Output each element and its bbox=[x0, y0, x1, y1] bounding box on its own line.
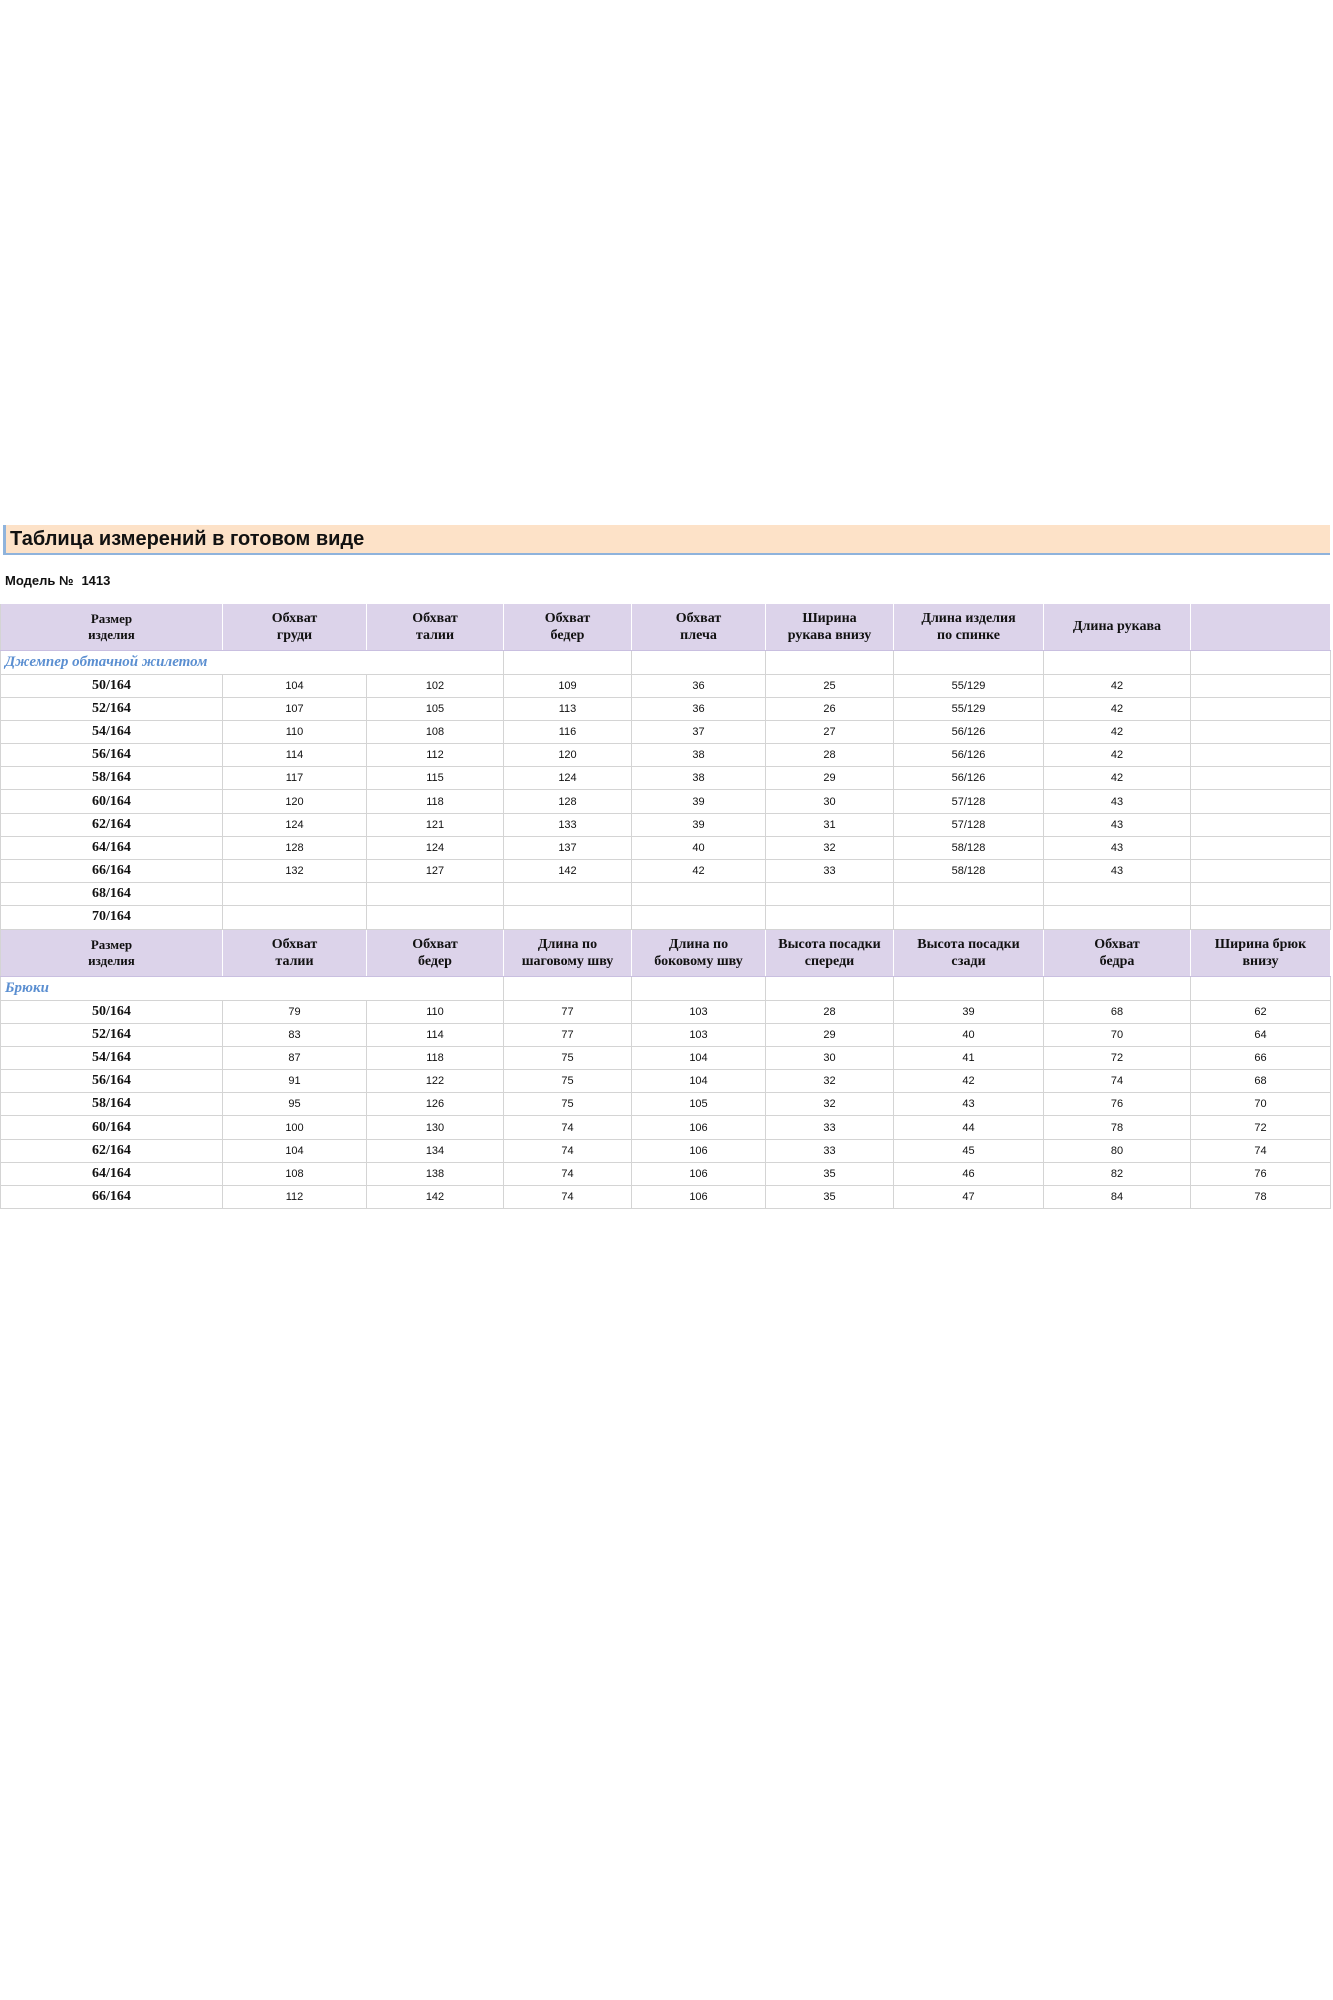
table-row bbox=[1, 1116, 1331, 1139]
value-cell: 117 bbox=[223, 767, 367, 790]
table-row bbox=[1, 860, 1331, 883]
section-title: Брюки bbox=[1, 976, 367, 1000]
value-cell: 30 bbox=[766, 790, 894, 813]
value-cell: 103 bbox=[632, 1000, 766, 1023]
table-row bbox=[1, 790, 1331, 813]
value-cell: 87 bbox=[223, 1046, 367, 1069]
value-cell bbox=[1044, 883, 1191, 906]
table-row bbox=[1, 883, 1331, 906]
value-cell: 120 bbox=[223, 790, 367, 813]
value-cell: 45 bbox=[894, 1139, 1044, 1162]
table-row bbox=[1, 1139, 1331, 1162]
table-row bbox=[1, 767, 1331, 790]
model-number: 1413 bbox=[81, 573, 111, 588]
value-cell: 105 bbox=[632, 1093, 766, 1116]
table-row bbox=[1, 1000, 1331, 1023]
column-header: Длина по боковому шву bbox=[632, 930, 766, 976]
value-cell: 37 bbox=[632, 720, 766, 743]
value-cell: 124 bbox=[367, 836, 504, 859]
value-cell: 58/128 bbox=[894, 860, 1044, 883]
value-cell: 134 bbox=[367, 1139, 504, 1162]
size-cell: 62/164 bbox=[1, 1139, 223, 1162]
value-cell: 105 bbox=[367, 697, 504, 720]
value-cell: 27 bbox=[766, 720, 894, 743]
value-cell: 126 bbox=[367, 1093, 504, 1116]
value-cell bbox=[632, 906, 766, 929]
value-cell: 75 bbox=[504, 1070, 632, 1093]
value-cell bbox=[632, 883, 766, 906]
value-cell: 127 bbox=[367, 860, 504, 883]
size-cell: 64/164 bbox=[1, 836, 223, 859]
value-cell: 79 bbox=[223, 1000, 367, 1023]
value-cell: 118 bbox=[367, 1046, 504, 1069]
value-cell: 112 bbox=[223, 1186, 367, 1209]
value-cell: 108 bbox=[223, 1162, 367, 1185]
header-row bbox=[1, 930, 1331, 976]
value-cell: 47 bbox=[894, 1186, 1044, 1209]
value-cell: 55/129 bbox=[894, 697, 1044, 720]
value-cell: 104 bbox=[223, 674, 367, 697]
value-cell: 42 bbox=[632, 860, 766, 883]
value-cell bbox=[1191, 906, 1331, 929]
value-cell: 42 bbox=[1044, 720, 1191, 743]
value-cell: 110 bbox=[223, 720, 367, 743]
value-cell: 74 bbox=[1044, 1070, 1191, 1093]
value-cell: 103 bbox=[632, 1023, 766, 1046]
value-cell bbox=[223, 883, 367, 906]
value-cell bbox=[766, 883, 894, 906]
table-row bbox=[1, 697, 1331, 720]
section-row bbox=[1, 650, 1331, 674]
value-cell: 106 bbox=[632, 1139, 766, 1162]
value-cell: 42 bbox=[1044, 767, 1191, 790]
table-row bbox=[1, 836, 1331, 859]
column-header: Обхват плеча bbox=[632, 604, 766, 650]
section-row bbox=[1, 976, 1331, 1000]
value-cell: 40 bbox=[894, 1023, 1044, 1046]
column-header: Ширина брюк внизу bbox=[1191, 930, 1331, 976]
empty-cell bbox=[367, 976, 504, 1000]
empty-cell bbox=[632, 650, 766, 674]
table-row bbox=[1, 1186, 1331, 1209]
value-cell: 28 bbox=[766, 1000, 894, 1023]
column-header: Размер изделия bbox=[1, 604, 223, 650]
value-cell: 30 bbox=[766, 1046, 894, 1069]
header-row bbox=[1, 604, 1331, 650]
table-row bbox=[1, 906, 1331, 929]
value-cell bbox=[367, 883, 504, 906]
value-cell: 142 bbox=[367, 1186, 504, 1209]
section-title: Джемпер обтачной жилетом bbox=[1, 650, 367, 674]
value-cell: 109 bbox=[504, 674, 632, 697]
model-label: Модель № bbox=[5, 573, 74, 588]
size-cell: 56/164 bbox=[1, 1070, 223, 1093]
value-cell: 33 bbox=[766, 1116, 894, 1139]
value-cell: 113 bbox=[504, 697, 632, 720]
column-header: Длина изделия по спинке bbox=[894, 604, 1044, 650]
value-cell bbox=[504, 883, 632, 906]
value-cell bbox=[223, 906, 367, 929]
value-cell: 43 bbox=[1044, 860, 1191, 883]
value-cell bbox=[1044, 906, 1191, 929]
value-cell: 43 bbox=[894, 1093, 1044, 1116]
trousers-measurement-table bbox=[0, 930, 1331, 1209]
empty-cell bbox=[894, 650, 1044, 674]
value-cell: 43 bbox=[1044, 836, 1191, 859]
value-cell: 116 bbox=[504, 720, 632, 743]
value-cell: 38 bbox=[632, 744, 766, 767]
value-cell: 55/129 bbox=[894, 674, 1044, 697]
value-cell bbox=[1191, 674, 1331, 697]
table-row bbox=[1, 674, 1331, 697]
value-cell: 77 bbox=[504, 1000, 632, 1023]
value-cell: 106 bbox=[632, 1116, 766, 1139]
value-cell: 72 bbox=[1044, 1046, 1191, 1069]
value-cell: 43 bbox=[1044, 813, 1191, 836]
value-cell: 100 bbox=[223, 1116, 367, 1139]
value-cell: 124 bbox=[223, 813, 367, 836]
value-cell: 106 bbox=[632, 1186, 766, 1209]
value-cell: 39 bbox=[894, 1000, 1044, 1023]
size-cell: 60/164 bbox=[1, 790, 223, 813]
value-cell bbox=[504, 906, 632, 929]
table-row bbox=[1, 1162, 1331, 1185]
value-cell bbox=[766, 906, 894, 929]
value-cell: 26 bbox=[766, 697, 894, 720]
value-cell: 44 bbox=[894, 1116, 1044, 1139]
value-cell: 25 bbox=[766, 674, 894, 697]
value-cell: 35 bbox=[766, 1162, 894, 1185]
value-cell: 133 bbox=[504, 813, 632, 836]
value-cell: 108 bbox=[367, 720, 504, 743]
column-header: Размер изделия bbox=[1, 930, 223, 976]
value-cell: 39 bbox=[632, 813, 766, 836]
title-bar bbox=[3, 525, 1330, 555]
size-cell: 52/164 bbox=[1, 697, 223, 720]
size-cell: 70/164 bbox=[1, 906, 223, 929]
value-cell bbox=[367, 906, 504, 929]
value-cell: 121 bbox=[367, 813, 504, 836]
value-cell: 36 bbox=[632, 697, 766, 720]
empty-cell bbox=[1191, 650, 1331, 674]
value-cell: 104 bbox=[223, 1139, 367, 1162]
value-cell: 72 bbox=[1191, 1116, 1331, 1139]
size-cell: 54/164 bbox=[1, 1046, 223, 1069]
sheet-title: Таблица измерений в готовом виде bbox=[10, 528, 365, 550]
value-cell: 66 bbox=[1191, 1046, 1331, 1069]
value-cell: 114 bbox=[223, 744, 367, 767]
value-cell: 31 bbox=[766, 813, 894, 836]
value-cell bbox=[1191, 813, 1331, 836]
value-cell: 32 bbox=[766, 1070, 894, 1093]
size-cell: 54/164 bbox=[1, 720, 223, 743]
table-row bbox=[1, 720, 1331, 743]
value-cell: 68 bbox=[1044, 1000, 1191, 1023]
value-cell: 102 bbox=[367, 674, 504, 697]
value-cell: 64 bbox=[1191, 1023, 1331, 1046]
value-cell: 56/126 bbox=[894, 767, 1044, 790]
value-cell: 112 bbox=[367, 744, 504, 767]
value-cell: 32 bbox=[766, 1093, 894, 1116]
value-cell: 46 bbox=[894, 1162, 1044, 1185]
empty-cell bbox=[632, 976, 766, 1000]
value-cell bbox=[1191, 836, 1331, 859]
empty-cell bbox=[894, 976, 1044, 1000]
empty-cell bbox=[367, 650, 504, 674]
column-header bbox=[1191, 604, 1331, 650]
value-cell: 29 bbox=[766, 767, 894, 790]
size-cell: 56/164 bbox=[1, 744, 223, 767]
value-cell: 142 bbox=[504, 860, 632, 883]
value-cell: 56/126 bbox=[894, 744, 1044, 767]
column-header: Обхват бедра bbox=[1044, 930, 1191, 976]
value-cell: 43 bbox=[1044, 790, 1191, 813]
value-cell: 118 bbox=[367, 790, 504, 813]
empty-cell bbox=[766, 650, 894, 674]
value-cell: 28 bbox=[766, 744, 894, 767]
column-header: Ширина рукава внизу bbox=[766, 604, 894, 650]
value-cell bbox=[1191, 697, 1331, 720]
empty-cell bbox=[1044, 976, 1191, 1000]
column-header: Обхват груди bbox=[223, 604, 367, 650]
value-cell: 57/128 bbox=[894, 790, 1044, 813]
value-cell bbox=[1191, 720, 1331, 743]
empty-cell bbox=[1044, 650, 1191, 674]
value-cell: 62 bbox=[1191, 1000, 1331, 1023]
size-cell: 68/164 bbox=[1, 883, 223, 906]
value-cell: 57/128 bbox=[894, 813, 1044, 836]
value-cell bbox=[1191, 860, 1331, 883]
column-header: Обхват талии bbox=[223, 930, 367, 976]
value-cell: 74 bbox=[504, 1186, 632, 1209]
value-cell: 82 bbox=[1044, 1162, 1191, 1185]
value-cell: 80 bbox=[1044, 1139, 1191, 1162]
value-cell: 33 bbox=[766, 860, 894, 883]
value-cell: 42 bbox=[1044, 697, 1191, 720]
value-cell: 104 bbox=[632, 1046, 766, 1069]
value-cell: 137 bbox=[504, 836, 632, 859]
value-cell: 74 bbox=[504, 1139, 632, 1162]
value-cell bbox=[1191, 790, 1331, 813]
value-cell bbox=[894, 883, 1044, 906]
value-cell: 56/126 bbox=[894, 720, 1044, 743]
table-row bbox=[1, 1070, 1331, 1093]
column-header: Длина рукава bbox=[1044, 604, 1191, 650]
column-header: Обхват бедер bbox=[367, 930, 504, 976]
value-cell: 91 bbox=[223, 1070, 367, 1093]
table-row bbox=[1, 1023, 1331, 1046]
value-cell: 107 bbox=[223, 697, 367, 720]
size-cell: 52/164 bbox=[1, 1023, 223, 1046]
value-cell: 68 bbox=[1191, 1070, 1331, 1093]
value-cell: 74 bbox=[1191, 1139, 1331, 1162]
value-cell: 95 bbox=[223, 1093, 367, 1116]
value-cell: 110 bbox=[367, 1000, 504, 1023]
column-header: Высота посадки сзади bbox=[894, 930, 1044, 976]
size-cell: 58/164 bbox=[1, 767, 223, 790]
value-cell: 76 bbox=[1191, 1162, 1331, 1185]
value-cell: 120 bbox=[504, 744, 632, 767]
value-cell: 74 bbox=[504, 1162, 632, 1185]
size-cell: 64/164 bbox=[1, 1162, 223, 1185]
jumper-table-body bbox=[1, 604, 1331, 929]
value-cell: 33 bbox=[766, 1139, 894, 1162]
value-cell: 106 bbox=[632, 1162, 766, 1185]
value-cell: 32 bbox=[766, 836, 894, 859]
empty-cell bbox=[504, 650, 632, 674]
value-cell bbox=[1191, 744, 1331, 767]
size-cell: 50/164 bbox=[1, 674, 223, 697]
jumper-measurement-table bbox=[0, 604, 1331, 930]
column-header: Обхват талии bbox=[367, 604, 504, 650]
value-cell: 70 bbox=[1044, 1023, 1191, 1046]
value-cell: 76 bbox=[1044, 1093, 1191, 1116]
value-cell bbox=[894, 906, 1044, 929]
value-cell: 38 bbox=[632, 767, 766, 790]
value-cell: 29 bbox=[766, 1023, 894, 1046]
value-cell: 138 bbox=[367, 1162, 504, 1185]
size-cell: 50/164 bbox=[1, 1000, 223, 1023]
value-cell: 74 bbox=[504, 1116, 632, 1139]
empty-cell bbox=[504, 976, 632, 1000]
value-cell: 42 bbox=[894, 1070, 1044, 1093]
column-header: Обхват бедер bbox=[504, 604, 632, 650]
value-cell: 70 bbox=[1191, 1093, 1331, 1116]
value-cell: 39 bbox=[632, 790, 766, 813]
value-cell: 130 bbox=[367, 1116, 504, 1139]
column-header: Высота посадки спереди bbox=[766, 930, 894, 976]
empty-cell bbox=[766, 976, 894, 1000]
table-row bbox=[1, 1046, 1331, 1069]
model-line bbox=[5, 573, 110, 588]
value-cell: 75 bbox=[504, 1046, 632, 1069]
value-cell: 78 bbox=[1191, 1186, 1331, 1209]
table-row bbox=[1, 1093, 1331, 1116]
size-cell: 60/164 bbox=[1, 1116, 223, 1139]
value-cell: 104 bbox=[632, 1070, 766, 1093]
value-cell: 122 bbox=[367, 1070, 504, 1093]
value-cell: 75 bbox=[504, 1093, 632, 1116]
size-cell: 62/164 bbox=[1, 813, 223, 836]
value-cell bbox=[1191, 767, 1331, 790]
value-cell: 77 bbox=[504, 1023, 632, 1046]
value-cell: 115 bbox=[367, 767, 504, 790]
table-row bbox=[1, 813, 1331, 836]
value-cell: 114 bbox=[367, 1023, 504, 1046]
value-cell: 128 bbox=[504, 790, 632, 813]
trousers-table-body bbox=[1, 930, 1331, 1209]
value-cell: 132 bbox=[223, 860, 367, 883]
table-row bbox=[1, 744, 1331, 767]
value-cell: 58/128 bbox=[894, 836, 1044, 859]
value-cell: 40 bbox=[632, 836, 766, 859]
value-cell: 128 bbox=[223, 836, 367, 859]
value-cell: 83 bbox=[223, 1023, 367, 1046]
value-cell: 42 bbox=[1044, 744, 1191, 767]
size-cell: 66/164 bbox=[1, 1186, 223, 1209]
size-cell: 58/164 bbox=[1, 1093, 223, 1116]
value-cell: 42 bbox=[1044, 674, 1191, 697]
value-cell: 41 bbox=[894, 1046, 1044, 1069]
empty-cell bbox=[1191, 976, 1331, 1000]
value-cell: 35 bbox=[766, 1186, 894, 1209]
size-cell: 66/164 bbox=[1, 860, 223, 883]
value-cell: 84 bbox=[1044, 1186, 1191, 1209]
column-header: Длина по шаговому шву bbox=[504, 930, 632, 976]
value-cell: 36 bbox=[632, 674, 766, 697]
value-cell bbox=[1191, 883, 1331, 906]
value-cell: 78 bbox=[1044, 1116, 1191, 1139]
value-cell: 124 bbox=[504, 767, 632, 790]
